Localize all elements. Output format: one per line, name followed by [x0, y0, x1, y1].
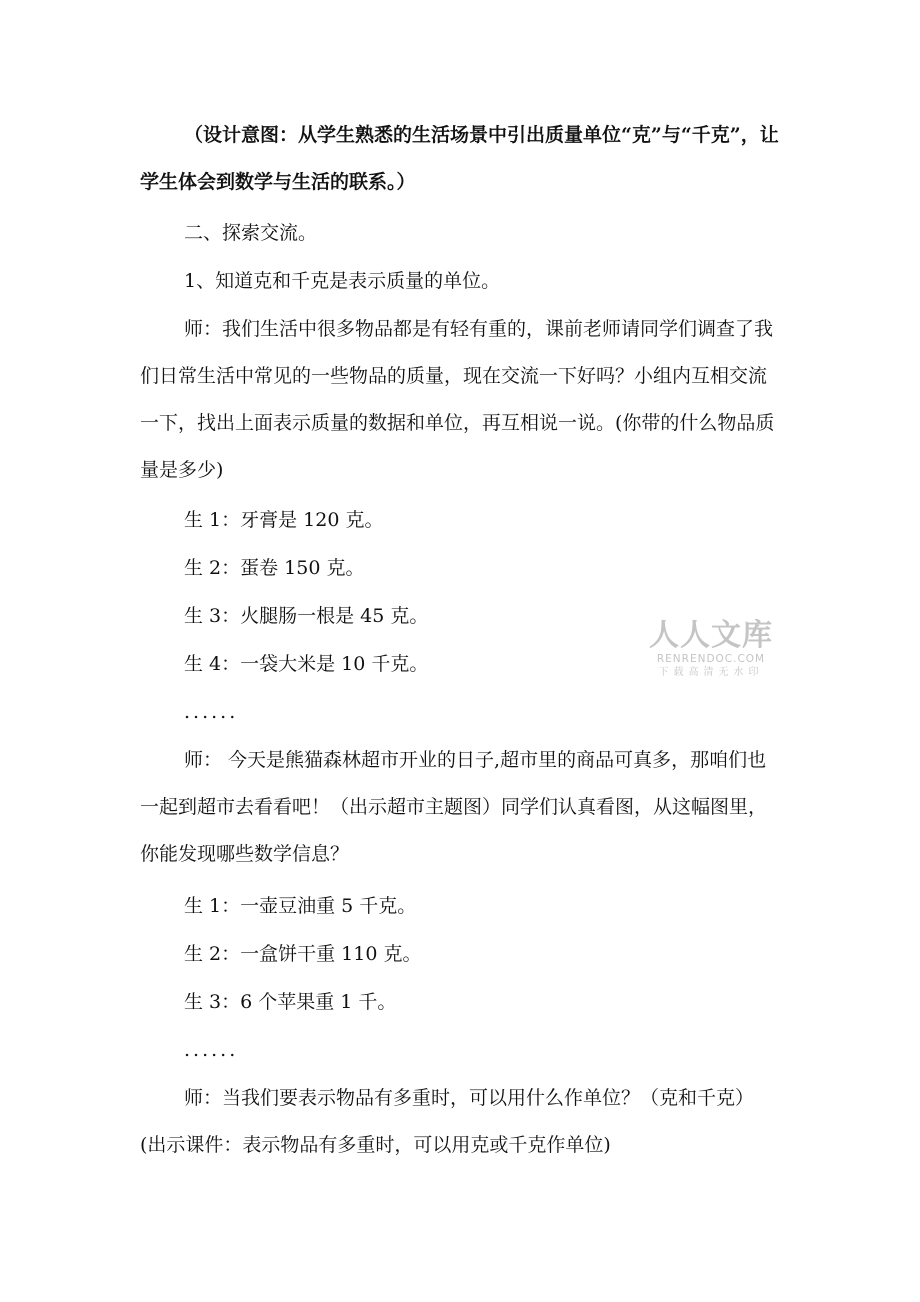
watermark-title: 人人文库: [649, 618, 773, 653]
student-line-1b: 生 1：一壶豆油重 5 千克。: [184, 895, 417, 917]
ellipsis-1: ......: [184, 701, 239, 723]
student-line-2b: 生 2：一盒饼干重 110 克。: [184, 943, 422, 965]
subheading-units: 1、知道克和千克是表示质量的单位。: [184, 270, 501, 292]
student-line-4a: 生 4：一袋大米是 10 千克。: [184, 653, 429, 675]
teacher-paragraph-2: 师： 今天是熊猫森林超市开业的日子,超市里的商品可真多，那咱们也一起到超市去看看吧！（出示超市主题图）同学们认真看图，从这幅图里，你能发现哪些数学信息？: [140, 749, 768, 865]
watermark: [646, 620, 776, 680]
student-line-3b: 生 3：6 个苹果重 1 千。: [184, 991, 397, 1013]
section-heading: 二、探索交流。: [184, 222, 318, 244]
teacher-paragraph-1: 师：我们生活中很多物品都是有轻有重的，课前老师请同学们调查了我们日常生活中常见的一些物品的质量，现在交流一下好吗？小组内互相交流一下，找出上面表示质量的数据和单位，再互相说一说。(你带的什么物品质量是多少): [140, 318, 775, 481]
watermark-site: RENRENDOC.COM: [656, 653, 766, 665]
watermark-subtitle: 下载高清无水印: [658, 667, 764, 678]
ellipsis-2: ......: [184, 1039, 239, 1061]
student-line-3a: 生 3：火腿肠一根是 45 克。: [184, 605, 429, 627]
student-line-1a: 生 1：牙膏是 120 克。: [184, 509, 384, 531]
teacher-paragraph-3: 师：当我们要表示物品有多重时，可以用什么作单位？（克和千克）(出示课件：表示物品有多重时，可以用克或千克作单位): [140, 1087, 755, 1156]
design-note-paragraph: （设计意图：从学生熟悉的生活场景中引出质量单位“克”与“千克”，让学生体会到数学与生活的联系。）: [140, 124, 779, 193]
student-line-2a: 生 2：蛋卷 150 克。: [184, 557, 365, 579]
